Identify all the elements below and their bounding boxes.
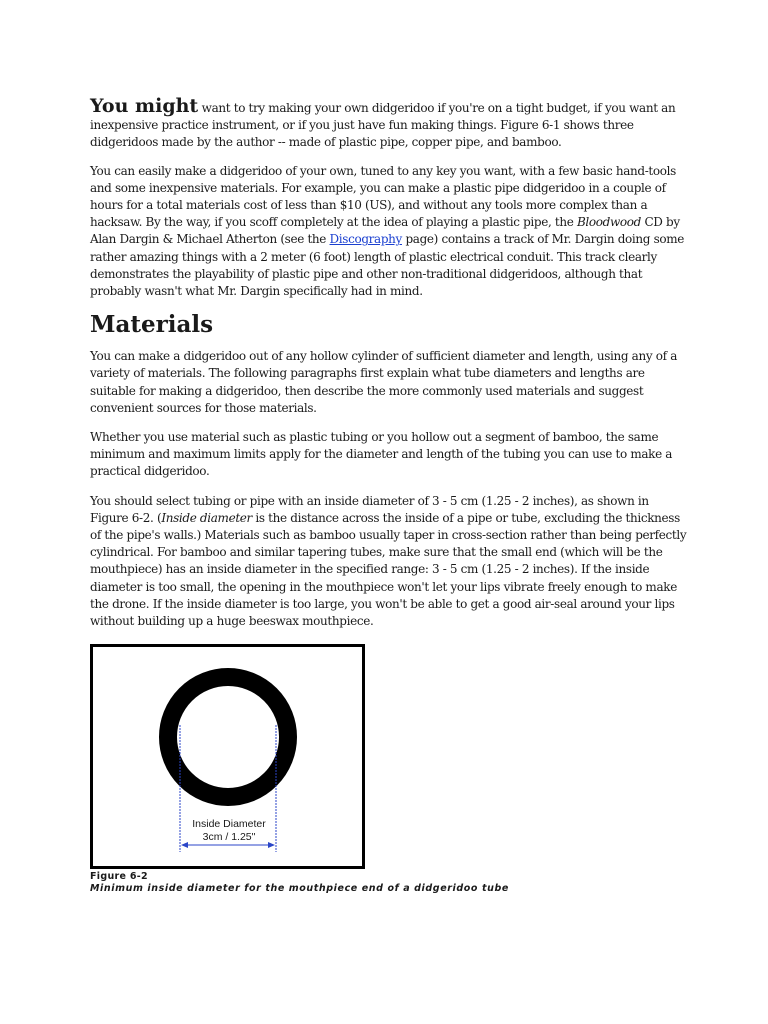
figure-6-2 bbox=[90, 644, 365, 869]
materials-paragraph-2: Whether you use material such as plastic tubing or you hollow out a segment of bamboo, the same minimum and maximum limits apply for the diameter and length of the tubing you can use to make a practical didgeridoo. bbox=[90, 430, 673, 479]
materials-paragraph-3 bbox=[90, 493, 688, 631]
materials-paragraph-1: You can make a didgeridoo out of any hollow cylinder of sufficient diameter and length, using any of a variety of materials. The following paragraphs first explain what tube diameters and lengths are suitable for making a didgeridoo, then describe the more commonly used materials and suggest convenient sources for those materials. bbox=[90, 349, 677, 415]
diagram-label-name: Inside Diameter bbox=[192, 818, 266, 831]
figure-number: Figure 6-2 bbox=[90, 871, 148, 883]
intro-text: want to try making your own didgeridoo if you're on a tight budget, if you want an inexpensive practice instrument, or if you just have fun making things. Figure 6-1 shows three didgeridoos made by the author -- made of plastic pipe, copper pipe, and bamboo. bbox=[90, 101, 676, 150]
document-page bbox=[90, 95, 688, 895]
pipe-wall-ring bbox=[168, 677, 288, 797]
figure-caption bbox=[90, 871, 688, 895]
discography-link[interactable]: Discography bbox=[329, 232, 402, 247]
lead-text: You might bbox=[90, 95, 199, 117]
paragraph-text: page) contains a track of Mr. Dargin doing some rather amazing things with a 2 meter (6 foot) length of plastic electrical conduit. This track clearly demonstrates the playability of plastic pipe and other non-traditional didgeridoos, although that probably wasn't what Mr. Dargin specifically had in mind. bbox=[90, 232, 685, 299]
paragraph-text: You can easily make a didgeridoo of your own, tuned to any key you want, with a few basic hand-tools and some inexpensive materials. For example, you can make a plastic pipe didgeridoo in a couple of hours for a total materials cost of less than $10 (US), and without any tools more complex than a hacksaw. By the way, if you scoff completely at the idea of playing a plastic pipe, the bbox=[90, 163, 676, 230]
pipe-cross-section-diagram bbox=[93, 647, 362, 866]
left-arrowhead bbox=[181, 842, 188, 848]
paragraph-text: is the distance across the inside of a pipe or tube, excluding the thickness of the pipe's walls.) Materials such as bamboo usually taper in cross-section rather than being perfectly cylindrical. For bamboo and similar tapering tubes, make sure that the small end (which will be the mouthpiece) has an inside diameter in the specified range: 3 - 5 cm (1.25 - 2 inches). If the inside diameter is too small, the opening in the mouthpiece won't let your lips vibrate freely enough to make the drone. If the inside diameter is too large, you won't be able to get a good air-seal around your lips without building up a huge beeswax mouthpiece. bbox=[90, 510, 687, 629]
paragraph-text: CD by Alan Dargin & Michael Atherton (see the bbox=[90, 215, 680, 247]
figure-description: Minimum inside diameter for the mouthpiece end of a didgeridoo tube bbox=[90, 883, 509, 895]
plastic-pipe-paragraph bbox=[90, 163, 688, 301]
right-arrowhead bbox=[268, 842, 275, 848]
diagram-label-value: 3cm / 1.25" bbox=[202, 831, 256, 844]
paragraph-text: You should select tubing or pipe with an inside diameter of 3 - 5 cm (1.25 - 2 inches), as shown in Figure 6-2. ( bbox=[90, 493, 649, 525]
intro-paragraph bbox=[90, 95, 688, 152]
materials-heading: Materials bbox=[90, 311, 214, 339]
inside-diameter-term: Inside diameter bbox=[161, 510, 252, 525]
cd-title: Bloodwood bbox=[576, 215, 642, 230]
